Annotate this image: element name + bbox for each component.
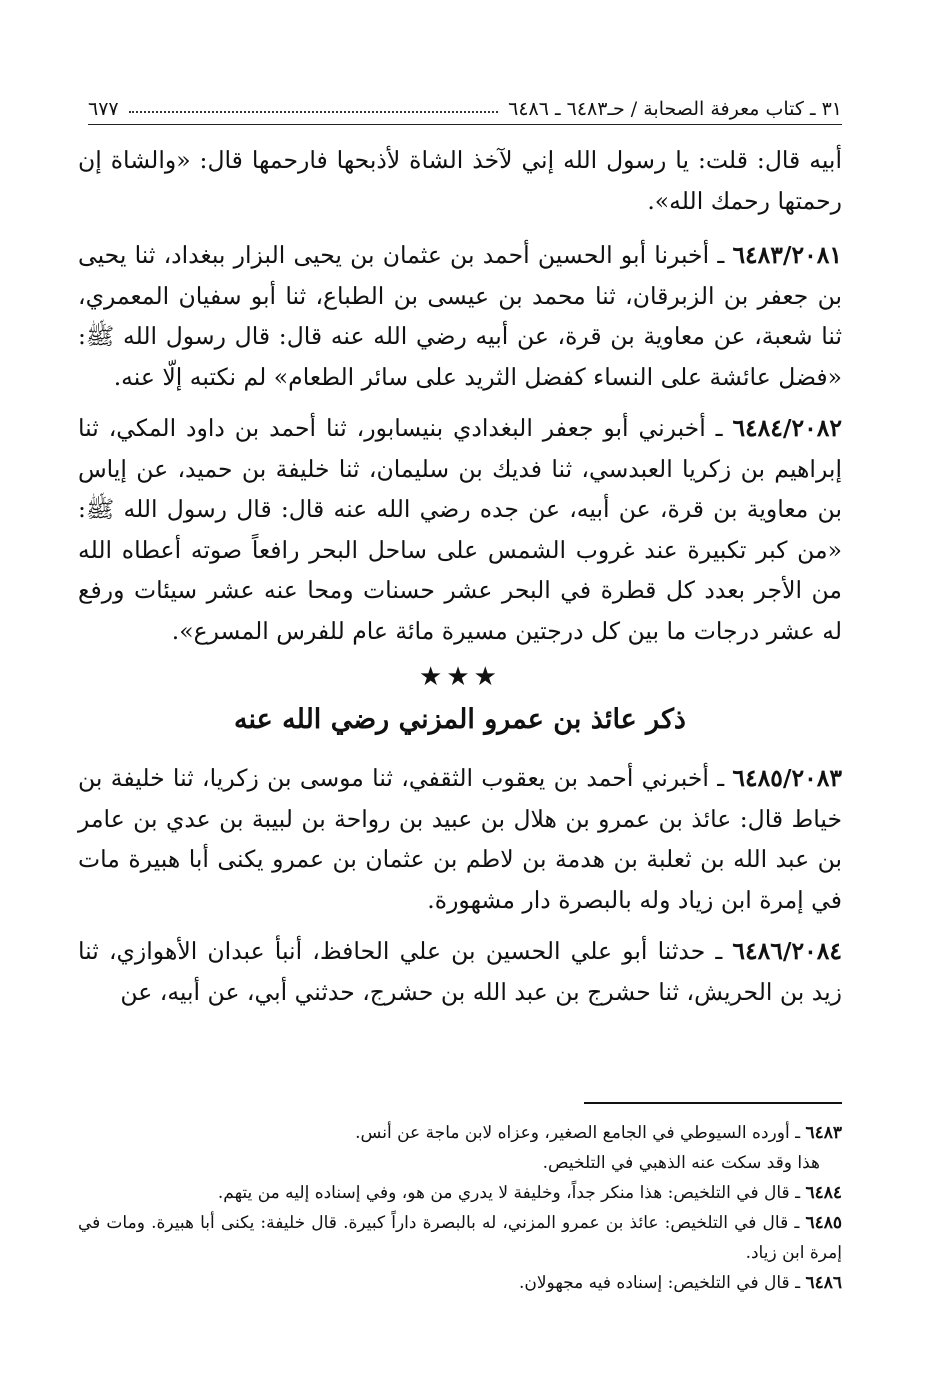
page-number: ٦٧٧ [88, 98, 119, 120]
footnote-6486 [78, 1268, 842, 1298]
footnotes [78, 1118, 842, 1298]
footnote-text: ـ أورده السيوطي في الجامع الصغير، وعزاه لابن ماجة عن أنس. [355, 1123, 801, 1143]
hadith-6483 [78, 235, 842, 397]
footnote-number: ٦٤٨٦ [805, 1273, 842, 1293]
footnote-number: ٦٤٨٥ [805, 1213, 842, 1233]
hadith-text: ـ أخبرني أبو جعفر البغدادي بنيسابور، ثنا أحمد بن داود المكي، ثنا إبراهيم بن زكريا العبدسي، ثنا فديك بن سليمان، ثنا خليفة بن حميد، عن إياس بن معاوية بن قرة، عن أبيه، عن جده رضي الله عنه قال: قال رسول الله ﷺ: «من كبر تكبيرة عند غروب الشمس على ساحل البحر رافعاً صوته أعطاه الله من الأجر بعدد كل قطرة في البحر عشر حسنات ومحا عنه عشر سيئات ورفع له عشر درجات ما بين كل درجتين مسيرة مائة عام للفرس المسرع». [78, 414, 842, 645]
running-header [88, 94, 842, 125]
hadith-text: ـ أخبرنا أبو الحسين أحمد بن عثمان بن يحيى البزار ببغداد، ثنا يحيى بن جعفر بن الزبرقان، ثنا محمد بن عيسى بن الطباع، ثنا أبو سفيان المعمري، ثنا شعبة، عن معاوية بن قرة، عن أبيه رضي الله عنه قال: قال رسول الله ﷺ: «فضل عائشة على النساء كفضل الثريد على سائر الطعام» لم نكتبه إلّا عنه. [78, 241, 842, 391]
hadith-6485 [78, 758, 842, 920]
section-heading: ذكر عائذ بن عمرو المزني رضي الله عنه [234, 704, 686, 735]
header-leader-dots [129, 105, 499, 113]
hadith-number: ٦٤٨٦/٢٠٨٤ [732, 937, 842, 965]
footnote-text: ـ قال في التلخيص: إسناده فيه مجهولان. [518, 1273, 801, 1293]
section-separator-stars: ★★★ [419, 662, 501, 692]
paragraph-continuation [78, 140, 842, 221]
footnote-6484 [78, 1178, 842, 1208]
hadith-number: ٦٤٨٥/٢٠٨٣ [732, 764, 842, 792]
hadith-number: ٦٤٨٤/٢٠٨٢ [732, 414, 842, 442]
paragraph-text: أبيه قال: قلت: يا رسول الله إني لآخذ الشاة لأذبحها فارحمها قال: «والشاة إن رحمتها رحمك الله». [78, 146, 842, 215]
footnote-text: ـ قال في التلخيص: هذا منكر جداً، وخليفة لا يدري من هو، وفي إسناده إليه من يتهم. [217, 1183, 801, 1203]
footnote-text: هذا وقد سكت عنه الذهبي في التلخيص. [542, 1153, 820, 1173]
hadith-number: ٦٤٨٣/٢٠٨١ [732, 241, 842, 269]
hadith-6484 [78, 408, 842, 651]
footnote-6483-note [78, 1148, 842, 1178]
main-text [78, 140, 842, 1023]
hadith-6486 [78, 931, 842, 1012]
footnote-6485 [78, 1208, 842, 1268]
hadith-text: ـ أخبرني أحمد بن يعقوب الثقفي، ثنا موسى بن زكريا، ثنا خليفة بن خياط قال: عائذ بن عمرو بن هلال بن عبيد بن رواحة بن لبيبة بن عدي بن عامر بن عبد الله بن ثعلبة بن هدمة بن لاطم بن عثمان بن عمرو يكنى أبا هبيرة مات في إمرة ابن زياد وله بالبصرة دار مشهورة. [78, 764, 842, 914]
footnote-text: ـ قال في التلخيص: عائذ بن عمرو المزني، له بالبصرة داراً كبيرة. قال خليفة: يكنى أبا هبيرة. ومات في إمرة ابن زياد. [78, 1213, 842, 1263]
footnote-divider [584, 1102, 842, 1104]
footnote-number: ٦٤٨٣ [805, 1123, 842, 1143]
header-title: ٣١ ـ كتاب معرفة الصحابة / حـ٦٤٨٣ ـ ٦٤٨٦ [508, 98, 842, 120]
hadith-text: ـ حدثنا أبو علي الحسين بن علي الحافظ، أنبأ عبدان الأهوازي، ثنا زيد بن الحريش، ثنا حشرج بن عبد الله بن حشرج، حدثني أبي، عن أبيه، عن [78, 937, 842, 1006]
footnote-6483 [78, 1118, 842, 1148]
footnote-number: ٦٤٨٤ [805, 1183, 842, 1203]
